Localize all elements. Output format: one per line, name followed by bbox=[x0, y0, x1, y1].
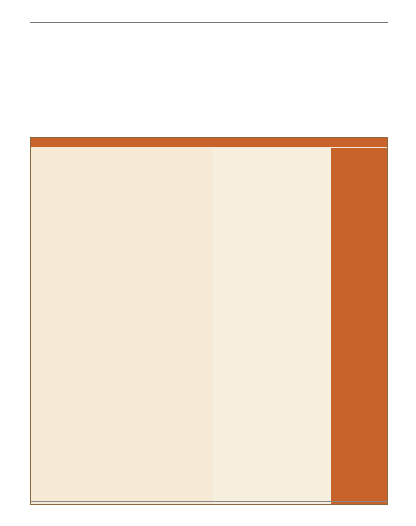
header-divider bbox=[30, 22, 388, 23]
footer-divider bbox=[30, 501, 388, 502]
spine-illustration bbox=[31, 138, 387, 504]
spine-chart bbox=[30, 137, 388, 505]
page-header bbox=[34, 10, 386, 22]
